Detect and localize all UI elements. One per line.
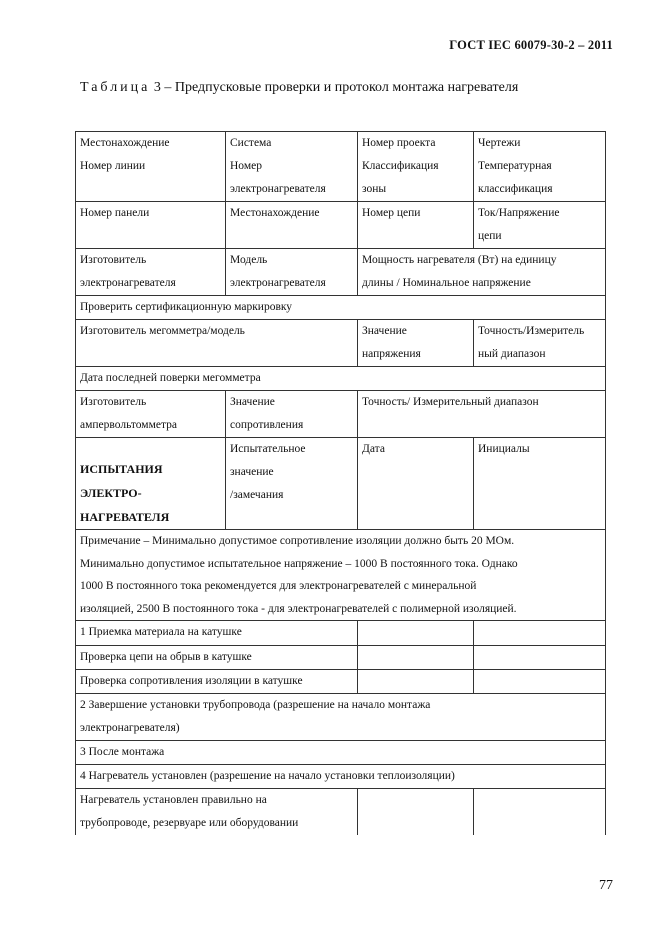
- cell-heater-tests: ИСПЫТАНИЯ ЭЛЕКТРО- НАГРЕВАТЕЛЯ: [76, 438, 226, 530]
- table-row: [76, 202, 606, 249]
- cell-continuity-check: Проверка цепи на обрыв в катушке: [76, 646, 358, 670]
- cell-system: Система Номер электронагревателя: [226, 132, 358, 202]
- cell-circuit-number: Номер цепи: [358, 202, 474, 249]
- cell-section-4-heading: 4 Нагреватель установлен (разрешение на начало установки теплоизоляции): [76, 765, 606, 789]
- cell-section-1-heading: 1 Приемка материала на катушке: [76, 621, 358, 646]
- cell-drawings: Чертежи Температурная классификация: [474, 132, 606, 202]
- cell-voltage-value: Значение напряжения: [358, 320, 474, 367]
- caption-word: Таблица: [80, 80, 151, 95]
- table-row: [76, 789, 606, 836]
- page-number: 77: [599, 878, 613, 893]
- table-row: [76, 249, 606, 296]
- cell-initials: Инициалы: [474, 438, 606, 530]
- table-row: [76, 367, 606, 391]
- cell-section-2: 2 Завершение установки трубопровода (разрешение на начало монтажа электронагревателя): [76, 694, 606, 741]
- table-row: [76, 621, 606, 646]
- cell-megohmmeter-model: Изготовитель мегомметра/модель: [76, 320, 358, 367]
- cell-certification-check: Проверить сертификационную маркировку: [76, 296, 606, 320]
- table-row: [76, 741, 606, 765]
- table-row: [76, 296, 606, 320]
- cell-location: Местонахождение Номер линии: [76, 132, 226, 202]
- table-row: [76, 391, 606, 438]
- cell-heater-model: Модель электронагревателя: [226, 249, 358, 296]
- cell-blank: [358, 621, 474, 646]
- cell-blank: [474, 789, 606, 836]
- cell-blank: [474, 670, 606, 694]
- cell-panel-location: Местонахождение: [226, 202, 358, 249]
- cell-blank: [474, 646, 606, 670]
- table-row: [76, 132, 606, 202]
- table-row: [76, 320, 606, 367]
- cell-ohmmeter-manufacturer: Изготовитель ампервольтомметра: [76, 391, 226, 438]
- table-caption: [80, 80, 518, 96]
- cell-megohmmeter-accuracy: Точность/Измеритель ный диапазон: [474, 320, 606, 367]
- cell-section-3: 3 После монтажа: [76, 741, 606, 765]
- table-row: [76, 530, 606, 621]
- table-row: [76, 765, 606, 789]
- cell-panel-number: Номер панели: [76, 202, 226, 249]
- cell-ohmmeter-accuracy: Точность/ Измерительный диапазон: [358, 391, 606, 438]
- cell-date: Дата: [358, 438, 474, 530]
- cell-resistance-value: Значение сопротивления: [226, 391, 358, 438]
- cell-circuit-current: Ток/Напряжение цепи: [474, 202, 606, 249]
- table-row: [76, 438, 606, 530]
- checks-table: [75, 131, 606, 835]
- cell-blank: [474, 621, 606, 646]
- cell-test-value: Испытательное значение /замечания: [226, 438, 358, 530]
- cell-heater-installed: Нагреватель установлен правильно на трубопроводе, резервуаре или оборудовании: [76, 789, 358, 836]
- caption-title: – Предпусковые проверки и протокол монтажа нагревателя: [164, 80, 519, 95]
- cell-blank: [358, 646, 474, 670]
- cell-blank: [358, 789, 474, 836]
- cell-heater-power: Мощность нагревателя (Вт) на единицу длины / Номинальное напряжение: [358, 249, 606, 296]
- cell-blank: [358, 670, 474, 694]
- cell-calibration-date: Дата последней поверки мегомметра: [76, 367, 606, 391]
- document-header: ГОСТ IEC 60079-30-2 – 2011: [449, 38, 613, 52]
- cell-heater-manufacturer: Изготовитель электронагревателя: [76, 249, 226, 296]
- table-row: [76, 670, 606, 694]
- cell-project-number: Номер проекта Классификация зоны: [358, 132, 474, 202]
- cell-insulation-check: Проверка сопротивления изоляции в катушке: [76, 670, 358, 694]
- cell-note: Примечание – Минимально допустимое сопротивление изоляции должно быть 20 МОм. Минимально допустимое испытательное напряжение – 1000 В постоянного тока. Однако 1000 В постоянного тока рекомендуется для электронагревателей с минеральной изоляцией, 2500 В постоянного тока - для электронагревателей с полимерной изоляцией.: [76, 530, 606, 621]
- table-row: [76, 646, 606, 670]
- table-row: [76, 694, 606, 741]
- caption-number: 3: [153, 80, 161, 95]
